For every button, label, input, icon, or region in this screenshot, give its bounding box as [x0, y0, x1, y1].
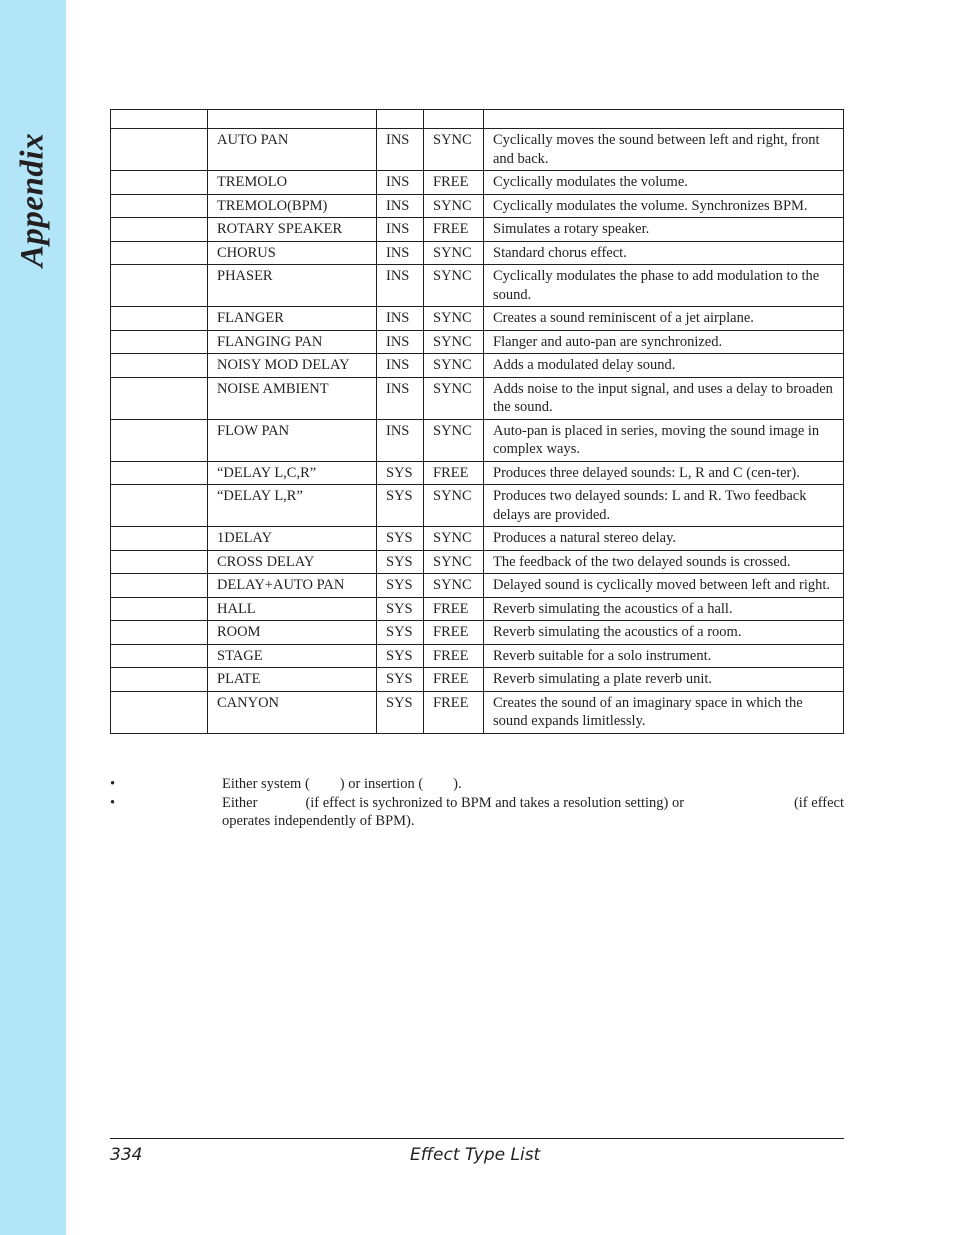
cell-number	[111, 171, 208, 195]
cell-description: The feedback of the two delayed sounds is crossed.	[484, 550, 844, 574]
side-tab	[0, 0, 66, 1235]
cell-bpm-mode: SYNC	[424, 194, 484, 218]
cell-bpm-mode: SYNC	[424, 574, 484, 598]
cell-effect-type: INS	[377, 129, 424, 171]
cell-bpm-mode: FREE	[424, 597, 484, 621]
cell-effect-name: PLATE	[208, 668, 377, 692]
table-row	[111, 241, 844, 265]
cell-number	[111, 265, 208, 307]
header-cell-name	[208, 110, 377, 129]
cell-effect-name: FLANGER	[208, 307, 377, 331]
cell-bpm-mode: SYNC	[424, 527, 484, 551]
cell-number	[111, 574, 208, 598]
cell-description: Creates the sound of an imaginary space in which the sound expands limitlessly.	[484, 691, 844, 733]
table-row	[111, 644, 844, 668]
cell-effect-type: SYS	[377, 550, 424, 574]
cell-bpm-mode: FREE	[424, 644, 484, 668]
header-cell-description	[484, 110, 844, 129]
cell-description: Flanger and auto-pan are synchronized.	[484, 330, 844, 354]
header-cell-type	[377, 110, 424, 129]
table-row	[111, 129, 844, 171]
table-row	[111, 668, 844, 692]
bullet: •	[110, 794, 116, 811]
cell-effect-name: AUTO PAN	[208, 129, 377, 171]
cell-number	[111, 377, 208, 419]
cell-description: Cyclically modulates the phase to add modulation to the sound.	[484, 265, 844, 307]
cell-effect-type: INS	[377, 354, 424, 378]
cell-effect-type: SYS	[377, 644, 424, 668]
header-cell-bpm	[424, 110, 484, 129]
cell-effect-name: CANYON	[208, 691, 377, 733]
table-row	[111, 218, 844, 242]
cell-number	[111, 129, 208, 171]
cell-number	[111, 691, 208, 733]
cell-effect-name: ROOM	[208, 621, 377, 645]
cell-description: Cyclically modulates the volume.	[484, 171, 844, 195]
cell-bpm-mode: FREE	[424, 171, 484, 195]
section-title: Effect Type List	[410, 1145, 541, 1165]
cell-bpm-mode: FREE	[424, 691, 484, 733]
cell-effect-name: NOISE AMBIENT	[208, 377, 377, 419]
table-row	[111, 265, 844, 307]
cell-description: Creates a sound reminiscent of a jet airplane.	[484, 307, 844, 331]
cell-bpm-mode: FREE	[424, 218, 484, 242]
cell-effect-type: INS	[377, 241, 424, 265]
cell-effect-name: FLOW PAN	[208, 419, 377, 461]
cell-effect-name: NOISY MOD DELAY	[208, 354, 377, 378]
cell-number	[111, 597, 208, 621]
cell-effect-name: TREMOLO	[208, 171, 377, 195]
cell-description: Cyclically moves the sound between left and right, front and back.	[484, 129, 844, 171]
cell-effect-type: SYS	[377, 574, 424, 598]
cell-number	[111, 354, 208, 378]
cell-effect-name: “DELAY L,R”	[208, 485, 377, 527]
cell-effect-type: INS	[377, 377, 424, 419]
table-row	[111, 550, 844, 574]
cell-number	[111, 527, 208, 551]
note-text: Either	[222, 794, 258, 811]
cell-number	[111, 307, 208, 331]
note-text: ) or insertion (	[339, 776, 424, 792]
cell-number	[111, 644, 208, 668]
cell-description: Simulates a rotary speaker.	[484, 218, 844, 242]
table-row	[111, 527, 844, 551]
note-text: Either system (	[222, 776, 310, 792]
note-text: (if effect	[793, 794, 844, 811]
notes	[110, 775, 844, 831]
cell-effect-name: CHORUS	[208, 241, 377, 265]
cell-effect-type: SYS	[377, 668, 424, 692]
table-row	[111, 307, 844, 331]
cell-number	[111, 241, 208, 265]
note-bpm	[110, 794, 844, 831]
cell-description: Produces three delayed sounds: L, R and C (cen-ter).	[484, 461, 844, 485]
cell-effect-type: SYS	[377, 691, 424, 733]
cell-effect-name: 1DELAY	[208, 527, 377, 551]
note-type	[110, 775, 844, 794]
cell-bpm-mode: SYNC	[424, 129, 484, 171]
cell-description: Adds a modulated delay sound.	[484, 354, 844, 378]
table-header-row	[111, 110, 844, 129]
cell-description: Cyclically modulates the volume. Synchronizes BPM.	[484, 194, 844, 218]
cell-number	[111, 218, 208, 242]
cell-effect-name: ROTARY SPEAKER	[208, 218, 377, 242]
cell-effect-name: PHASER	[208, 265, 377, 307]
table-row	[111, 574, 844, 598]
cell-effect-type: INS	[377, 218, 424, 242]
cell-description: Delayed sound is cyclically moved between left and right.	[484, 574, 844, 598]
cell-effect-type: SYS	[377, 621, 424, 645]
cell-bpm-mode: SYNC	[424, 354, 484, 378]
cell-bpm-mode: SYNC	[424, 419, 484, 461]
table-row	[111, 194, 844, 218]
cell-effect-type: INS	[377, 307, 424, 331]
table-row	[111, 691, 844, 733]
page-number: 334	[110, 1145, 143, 1165]
cell-description: Reverb simulating the acoustics of a hall.	[484, 597, 844, 621]
cell-bpm-mode: SYNC	[424, 485, 484, 527]
cell-number	[111, 621, 208, 645]
cell-effect-name: FLANGING PAN	[208, 330, 377, 354]
cell-effect-type: SYS	[377, 461, 424, 485]
cell-description: Produces two delayed sounds: L and R. Two feedback delays are provided.	[484, 485, 844, 527]
cell-bpm-mode: FREE	[424, 621, 484, 645]
cell-bpm-mode: FREE	[424, 668, 484, 692]
cell-effect-name: HALL	[208, 597, 377, 621]
cell-description: Reverb simulating the acoustics of a room.	[484, 621, 844, 645]
effect-type-table	[110, 109, 844, 734]
footer-rule	[110, 1138, 844, 1139]
cell-description: Produces a natural stereo delay.	[484, 527, 844, 551]
cell-effect-name: DELAY+AUTO PAN	[208, 574, 377, 598]
cell-bpm-mode: SYNC	[424, 265, 484, 307]
cell-effect-type: INS	[377, 194, 424, 218]
cell-effect-name: TREMOLO(BPM)	[208, 194, 377, 218]
cell-number	[111, 668, 208, 692]
cell-effect-type: SYS	[377, 527, 424, 551]
cell-effect-type: INS	[377, 171, 424, 195]
note-text: (if effect is sychronized to BPM and takes a resolution setting) or	[305, 794, 685, 811]
cell-number	[111, 485, 208, 527]
cell-effect-type: SYS	[377, 485, 424, 527]
table-row	[111, 419, 844, 461]
cell-description: Adds noise to the input signal, and uses a delay to broaden the sound.	[484, 377, 844, 419]
table-row	[111, 330, 844, 354]
effect-rows	[111, 129, 844, 734]
cell-effect-name: “DELAY L,C,R”	[208, 461, 377, 485]
table-row	[111, 597, 844, 621]
cell-description: Auto-pan is placed in series, moving the sound image in complex ways.	[484, 419, 844, 461]
table-row	[111, 171, 844, 195]
cell-effect-name: CROSS DELAY	[208, 550, 377, 574]
cell-description: Standard chorus effect.	[484, 241, 844, 265]
cell-number	[111, 550, 208, 574]
cell-number	[111, 461, 208, 485]
table-row	[111, 621, 844, 645]
cell-bpm-mode: SYNC	[424, 241, 484, 265]
cell-bpm-mode: SYNC	[424, 307, 484, 331]
bullet: •	[110, 776, 116, 792]
cell-number	[111, 194, 208, 218]
cell-effect-type: INS	[377, 265, 424, 307]
cell-number	[111, 419, 208, 461]
table-row	[111, 354, 844, 378]
note-text: ).	[453, 776, 462, 792]
cell-effect-type: SYS	[377, 597, 424, 621]
cell-bpm-mode: SYNC	[424, 330, 484, 354]
cell-number	[111, 330, 208, 354]
cell-effect-type: INS	[377, 419, 424, 461]
cell-effect-type: INS	[377, 330, 424, 354]
cell-description: Reverb simulating a plate reverb unit.	[484, 668, 844, 692]
cell-effect-name: STAGE	[208, 644, 377, 668]
cell-bpm-mode: SYNC	[424, 550, 484, 574]
table-row	[111, 377, 844, 419]
side-tab-title: Appendix	[14, 132, 51, 268]
cell-bpm-mode: SYNC	[424, 377, 484, 419]
table-row	[111, 485, 844, 527]
header-cell-number	[111, 110, 208, 129]
cell-description: Reverb suitable for a solo instrument.	[484, 644, 844, 668]
cell-bpm-mode: FREE	[424, 461, 484, 485]
table-row	[111, 461, 844, 485]
note-text: operates independently of BPM).	[222, 813, 415, 829]
